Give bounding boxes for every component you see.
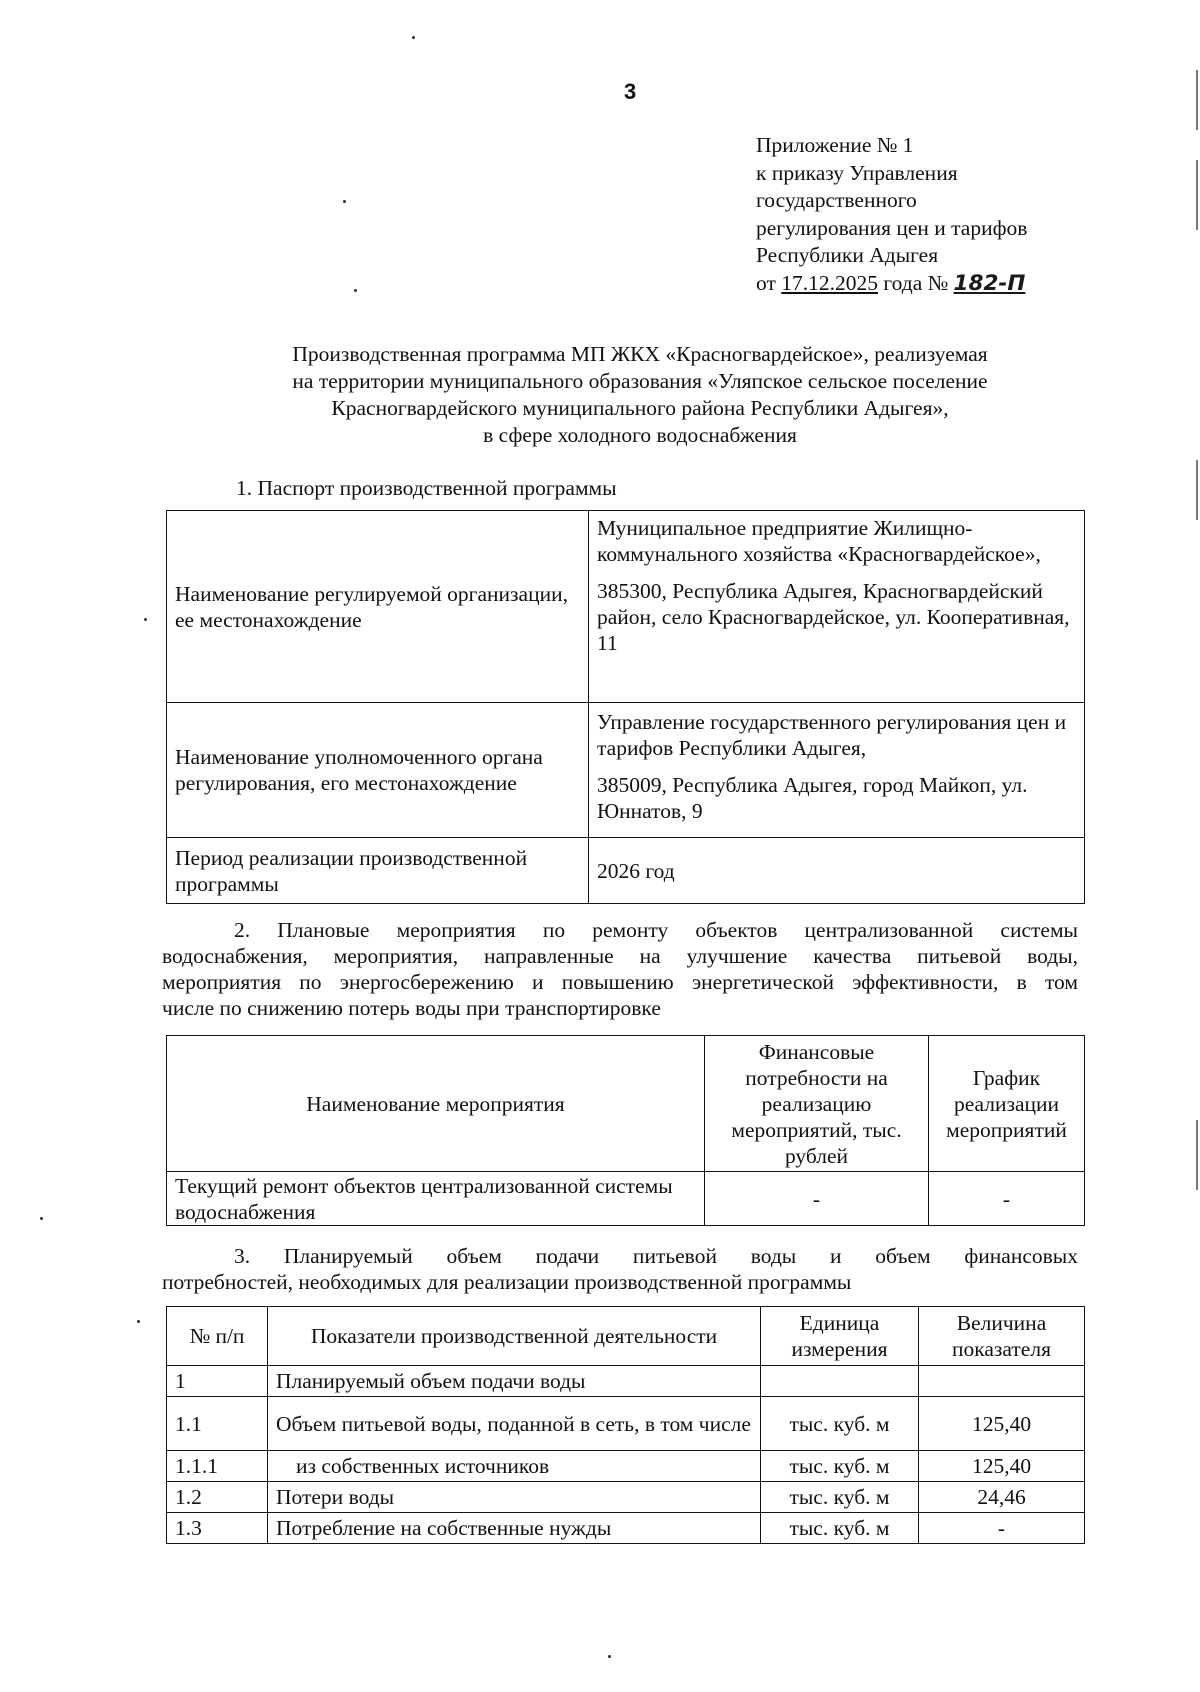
section-1-heading: 1. Паспорт производственной программы — [236, 476, 617, 500]
appendix-line: государственного — [756, 188, 917, 212]
scan-speck — [608, 1655, 611, 1658]
table-row — [167, 1513, 1085, 1544]
row-indicator: Потери воды — [268, 1482, 761, 1513]
row-value: 24,46 — [919, 1482, 1085, 1513]
section-2-heading — [162, 917, 1078, 1021]
measure-name: Текущий ремонт объектов централизованной системы водоснабжения — [167, 1172, 705, 1226]
heading-line: потребностей, необходимых для реализации производственной программы — [162, 1270, 852, 1294]
row-number: 1.3 — [167, 1513, 268, 1544]
appendix-line: Республики Адыгея — [756, 243, 939, 267]
column-header: Показатели производственной деятельности — [268, 1307, 761, 1366]
row-unit: тыс. куб. м — [761, 1482, 919, 1513]
row-number: 1 — [167, 1366, 268, 1397]
table-row — [167, 511, 1085, 703]
appendix-line: к приказу Управления — [756, 160, 958, 185]
column-header: Единица измерения — [761, 1307, 919, 1366]
scan-speck — [137, 1320, 140, 1323]
row-unit: тыс. куб. м — [761, 1513, 919, 1544]
row-value: 125,40 — [919, 1397, 1085, 1451]
passport-value-paragraph: 385300, Республика Адыгея, Красногвардейский район, село Красногвардейское, ул. Кооперативная, 11 — [597, 579, 1070, 655]
passport-value — [589, 703, 1085, 838]
row-unit: тыс. куб. м — [761, 1397, 919, 1451]
heading-line: числе по снижению потерь воды при транспортировке — [162, 996, 661, 1020]
date-prefix: от — [756, 270, 782, 295]
column-header: № п/п — [167, 1307, 268, 1366]
table-row — [167, 703, 1085, 838]
measures-table — [166, 1035, 1085, 1226]
scan-edge — [1196, 70, 1198, 130]
row-number: 1.1 — [167, 1397, 268, 1451]
row-number: 1.2 — [167, 1482, 268, 1513]
passport-label: Период реализации производственной программы — [167, 838, 589, 904]
row-unit: тыс. куб. м — [761, 1451, 919, 1482]
section-3-heading — [162, 1243, 1078, 1295]
column-header: Величина показателя — [919, 1307, 1085, 1366]
table-row — [167, 1397, 1085, 1451]
table-row — [167, 1172, 1085, 1226]
passport-label: Наименование регулируемой организации, ее местонахождение — [167, 511, 589, 703]
table-row — [167, 838, 1085, 904]
title-line: Производственная программа МП ЖКХ «Красногвардейское», реализуемая — [292, 342, 988, 366]
passport-value — [589, 511, 1085, 703]
row-indicator: из собственных источников — [268, 1451, 761, 1482]
passport-label: Наименование уполномоченного органа регулирования, его местонахождение — [167, 703, 589, 838]
table-row — [167, 1366, 1085, 1397]
measure-schedule: - — [929, 1172, 1085, 1226]
row-number: 1.1.1 — [167, 1451, 268, 1482]
row-unit — [761, 1366, 919, 1397]
page-number: 3 — [624, 79, 637, 104]
title-line: на территории муниципального образования «Уляпское сельское поселение — [292, 369, 988, 393]
row-indicator: Планируемый объем подачи воды — [268, 1366, 761, 1397]
appendix-block — [756, 132, 1027, 297]
title-line: в сфере холодного водоснабжения — [483, 423, 797, 447]
scan-edge — [1196, 160, 1198, 230]
appendix-line: Приложение № 1 — [756, 133, 914, 157]
heading-line: 2. Плановые мероприятия по ремонту объектов централизованной системы — [234, 918, 1078, 942]
appendix-line: регулирования цен и тарифов — [756, 215, 1028, 240]
document-title — [160, 341, 1120, 449]
table-header-row — [167, 1036, 1085, 1172]
heading-line: водоснабжения, мероприятия, направленные на улучшение качества питьевой воды, — [162, 944, 1078, 968]
scan-speck — [144, 618, 147, 621]
scan-speck — [40, 1217, 43, 1220]
row-indicator: Объем питьевой воды, поданной в сеть, в том числе — [268, 1397, 761, 1451]
appendix-date-line — [756, 270, 1027, 298]
title-line: Красногвардейского муниципального района Республики Адыгея», — [331, 396, 949, 420]
order-number: 182-П — [953, 270, 1026, 296]
indicators-table — [166, 1306, 1085, 1544]
passport-value-paragraph: 385009, Республика Адыгея, город Майкоп, ул. Юннатов, 9 — [597, 773, 1028, 823]
scan-edge — [1196, 460, 1198, 520]
order-date: 17.12.2025 — [781, 270, 878, 295]
scan-edge — [1196, 1120, 1198, 1190]
passport-value: 2026 год — [589, 838, 1085, 904]
heading-line: 3. Планируемый объем подачи питьевой воды и объем финансовых — [234, 1244, 1078, 1268]
column-header: График реализации мероприятий — [929, 1036, 1085, 1172]
row-value — [919, 1366, 1085, 1397]
row-indicator: Потребление на собственные нужды — [268, 1513, 761, 1544]
heading-line: мероприятия по энергосбережению и повышению энергетической эффективности, в том — [162, 970, 1078, 994]
scan-speck — [354, 289, 357, 292]
row-value: 125,40 — [919, 1451, 1085, 1482]
scan-speck — [412, 36, 415, 39]
date-suffix: года № — [878, 270, 954, 295]
scan-speck — [343, 200, 346, 203]
table-row — [167, 1482, 1085, 1513]
measure-finance: - — [705, 1172, 929, 1226]
column-header: Финансовые потребности на реализацию мероприятий, тыс. рублей — [705, 1036, 929, 1172]
table-header-row — [167, 1307, 1085, 1366]
table-row — [167, 1451, 1085, 1482]
column-header: Наименование мероприятия — [167, 1036, 705, 1172]
passport-table — [166, 510, 1085, 904]
passport-value-paragraph: Муниципальное предприятие Жилищно-коммунального хозяйства «Красногвардейское», — [597, 516, 1041, 566]
passport-value-paragraph: Управление государственного регулирования цен и тарифов Республики Адыгея, — [597, 710, 1067, 760]
row-value: - — [919, 1513, 1085, 1544]
